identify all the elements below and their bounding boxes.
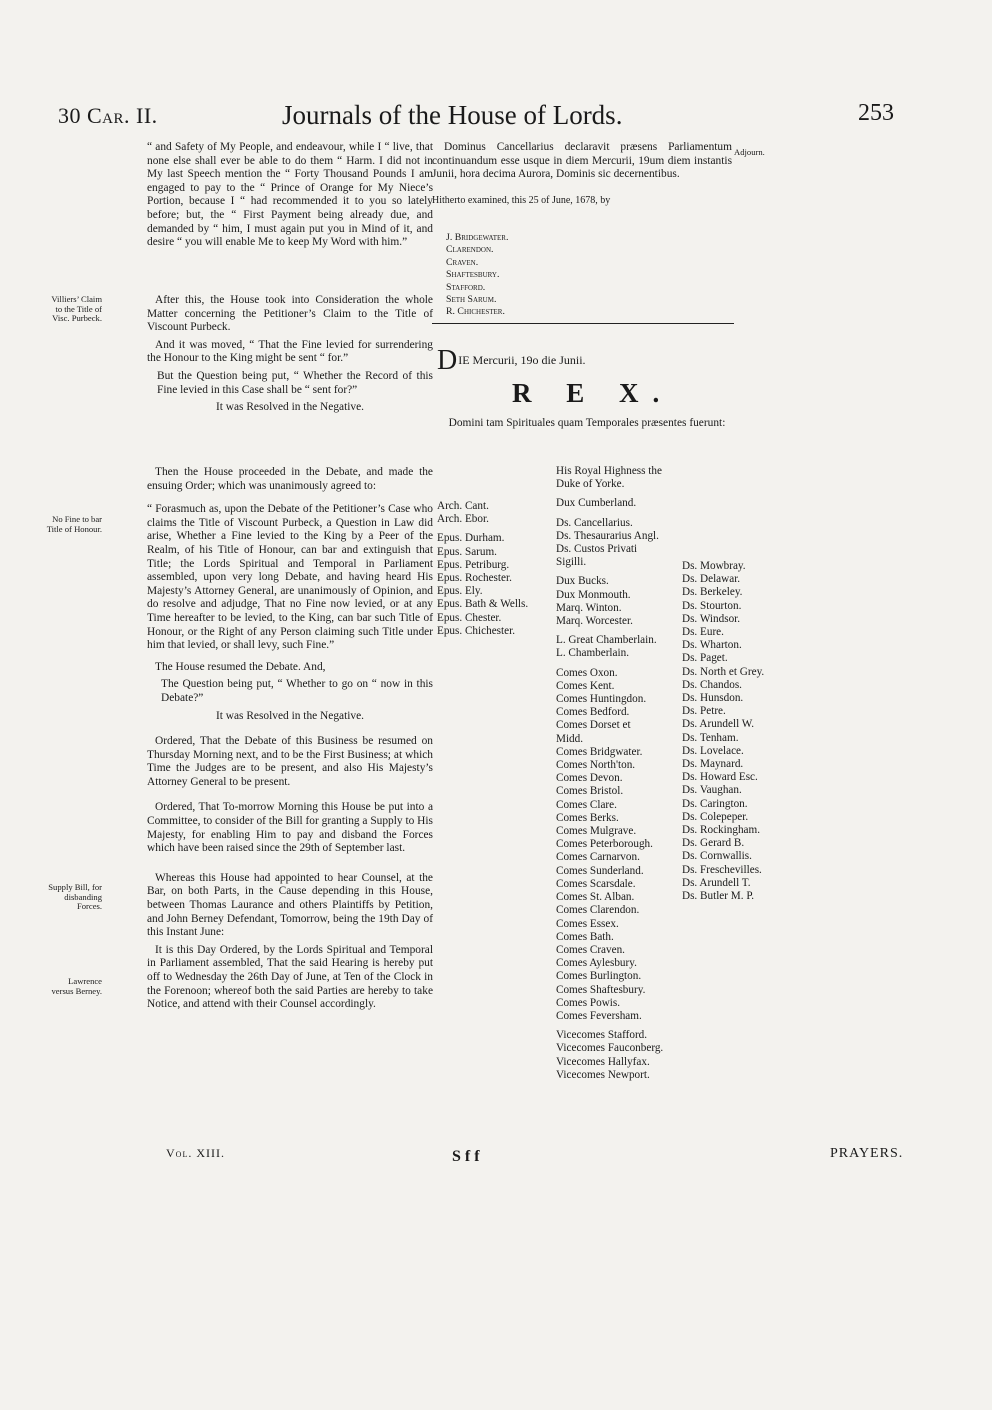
list-item: Vicecomes Hallyfax. xyxy=(556,1055,650,1068)
list-item: Epus. Chichester. xyxy=(437,624,515,637)
list-item: Marq. Winton. xyxy=(556,601,622,614)
left-column-block xyxy=(147,466,433,1012)
consideration-paragraph: After this, the House took into Consideration the whole Matter concerning the Petitioner’s Claim to the Title of Viscount Purbeck. xyxy=(147,294,433,334)
list-item: Epus. Ely. xyxy=(437,585,483,598)
speech-paragraph: “ and Safety of My People, and endeavour, while I “ live, that none else shall ever be able to do them “ Harm. I did not in My last Speech mention the “ Forty Thousand Pounds I am engaged to pay to the “ Prince of Orange for My Niece’s Portion, because I “ had recommended it to you so lately before; but, the “ First Payment being already due, and demanded by “ him, I must again put you in Mind of it, and desire “ you will enable Me to keep My Word with him.” xyxy=(147,141,433,249)
list-item: Ds. Arundell W. xyxy=(682,718,755,731)
margin-note-supply-bill: Supply Bill, for disbanding Forces. xyxy=(48,882,102,911)
list-item: Ds. Chandos. xyxy=(682,678,742,691)
list-item: Comes Kent. xyxy=(556,679,615,692)
list-item: Vicecomes Stafford. xyxy=(556,1029,648,1042)
signatory: Craven. xyxy=(446,256,479,268)
list-item: Comes Devon. xyxy=(556,772,623,785)
margin-note-villiers: Villiers’ Claim to the Title of Visc. Purbeck. xyxy=(51,294,102,323)
list-item: Ds. Butler M. P. xyxy=(682,890,755,903)
rex-heading: R E X. xyxy=(512,378,674,408)
list-item: Ds. Delawar. xyxy=(682,573,741,586)
list-item: Epus. Bath & Wells. xyxy=(437,598,529,611)
list-item: Dux Monmouth. xyxy=(556,588,631,601)
day-heading xyxy=(437,345,586,377)
list-item: Ds. Stourton. xyxy=(682,599,742,612)
resumed-paragraph: The House resumed the Debate. And, xyxy=(155,660,326,673)
signatory: Seth Sarum. xyxy=(446,294,497,306)
list-item: Comes Powis. xyxy=(556,996,621,1009)
right-column-block xyxy=(432,141,732,207)
list-item: Comes Huntingdon. xyxy=(556,693,647,706)
signature-mark: S f f xyxy=(452,1148,480,1165)
list-item: Comes Berks. xyxy=(556,811,619,824)
list-item: Vicecomes Fauconberg. xyxy=(556,1042,664,1055)
resolution-text: It was Resolved in the Negative. xyxy=(215,709,365,722)
list-item: Epus. Chester. xyxy=(437,611,502,624)
supply-paragraph: Ordered, That To-morrow Morning this House be put into a Committee, to consider of the Bill for granting a Supply to His Majesty, for enabling Him to pay and disband the Forces which have been raised since the 29th of September last. xyxy=(147,801,433,855)
list-item: Comes Bristol. xyxy=(556,785,624,798)
list-item: Ds. Hunsdon. xyxy=(682,692,744,705)
list-item: Comes Sunderland. xyxy=(556,864,644,877)
list-item: Comes Carnarvon. xyxy=(556,851,640,864)
list-item: His Royal Highness the Duke of Yorke. xyxy=(556,465,662,491)
list-item: Comes Feversham. xyxy=(556,1009,642,1022)
list-item: Ds. Tenham. xyxy=(682,731,739,744)
day-heading-text: IE Mercurii, 19o die Junii. xyxy=(458,353,586,367)
list-item: Ds. Freschevilles. xyxy=(682,863,762,876)
counsel-paragraph: Whereas this House had appointed to hear Counsel, at the Bar, on both Parts, in the Cause depending in this House, between Thomas Laurance and others Plaintiffs by Petition, and John Berney Defendant, Tomorrow, being the 19th Day of this Instant June: xyxy=(147,871,433,939)
list-item: Epus. Sarum. xyxy=(437,545,497,558)
list-item: Comes Mulgrave. xyxy=(556,825,637,838)
list-item: Ds. Cornwallis. xyxy=(682,850,752,863)
list-item: Comes Dorset et Midd. xyxy=(556,719,631,745)
adjournment-paragraph: Dominus Cancellarius declaravit præsens Parliamentum continuandum esse usque in diem Mercurii, 19um diem instantis Junii, hora decima Aurora, Dominis sic decernentibus. xyxy=(432,141,732,181)
list-item: Ds. Maynard. xyxy=(682,758,744,771)
list-item: Comes Oxon. xyxy=(556,666,618,679)
list-item: Epus. Durham. xyxy=(437,532,505,545)
signatories xyxy=(446,232,508,319)
list-item: Comes Bedford. xyxy=(556,706,630,719)
page-number: 253 xyxy=(858,100,894,126)
list-item: Ds. Berkeley. xyxy=(682,586,743,599)
list-item: Ds. Paget. xyxy=(682,652,728,665)
list-item: Ds. Arundell T. xyxy=(682,876,751,889)
list-item: Comes Craven. xyxy=(556,943,625,956)
left-column xyxy=(147,141,433,250)
list-item: Comes Essex. xyxy=(556,917,619,930)
list-item: Ds. Wharton. xyxy=(682,639,742,652)
list-item: Epus. Petriburg. xyxy=(437,558,510,571)
margin-note-adjourn: Adjourn. xyxy=(734,147,765,157)
spiritual-lords-list xyxy=(437,500,528,638)
list-item: Arch. Cant. xyxy=(437,500,489,512)
list-item: Ds. Lovelace. xyxy=(682,744,744,757)
section-divider xyxy=(432,323,734,324)
list-item: Comes St. Alban. xyxy=(556,891,635,904)
list-item: Comes Peterborough. xyxy=(556,838,653,851)
list-item: Ds. Rockingham. xyxy=(682,824,760,837)
page-title: Journals of the House of Lords. xyxy=(282,100,623,130)
catchword: PRAYERS. xyxy=(830,1146,904,1161)
list-item: Comes Clarendon. xyxy=(556,904,640,917)
attendance-heading: Domini tam Spirituales quam Temporales præsentes fuerunt: xyxy=(448,417,726,429)
hearing-paragraph: It is this Day Ordered, by the Lords Spiritual and Temporal in Parliament assembled, That the said Hearing is hereby put off to Wednesday the 26th Day of June, at Ten of the Clock in the Forenoon; whereof both the said Parties are hereby to take Notice, and attend with their Counsel accordingly. xyxy=(147,943,433,1011)
list-item: Comes Burlington. xyxy=(556,970,642,983)
resolution-text: It was Resolved in the Negative. xyxy=(215,401,365,414)
signatory: R. Chichester. xyxy=(446,306,505,318)
debate-paragraph: Then the House proceeded in the Debate, and made the ensuing Order; which was unanimously agreed to: xyxy=(147,466,433,492)
signatory: Stafford. xyxy=(446,281,486,293)
barons-list xyxy=(682,560,764,903)
signatory: J. Bridgewater. xyxy=(446,232,509,243)
list-item: Ds. Vaughan. xyxy=(682,784,742,797)
list-item: Ds. Thesaurarius Angl. xyxy=(556,529,659,542)
list-item: Arch. Ebor. xyxy=(437,513,489,526)
order-paragraph: “ Forasmuch as, upon the Debate of the Petitioner’s Case who claims the Title of Viscount Purbeck, a Question in Law did arise, Whether a Fine levied to the King by a Peer of the Realm, of his Title of Honour, can bar and extinguish that Title; the Lords Spiritual and Temporal in Parliament assembled, upon very long Debate, and having heard His Majesty’s Attorney General, are unanimously of Opinion, and do resolve and adjudge, That no Fine now levied, or at any Time hereafter to be levied, to the King, can bar such Title of Honour, or the Right of any Person claiming such Title under him that levied, or shall levy, such Fine.” xyxy=(147,503,433,652)
list-item: Ds. Custos Privati Sigilli. xyxy=(556,543,638,569)
margin-note-no-fine: No Fine to bar Title of Honour. xyxy=(46,514,102,534)
list-item: Comes North'ton. xyxy=(556,759,636,772)
list-item: Comes Bridgwater. xyxy=(556,745,643,758)
list-item: Comes Bath. xyxy=(556,930,614,943)
list-item: Epus. Rochester. xyxy=(437,572,512,585)
list-item: Comes Scarsdale. xyxy=(556,877,636,890)
list-item: Ds. Eure. xyxy=(682,626,724,639)
list-item: Ds. Carington. xyxy=(682,797,748,810)
list-item: Ds. Mowbray. xyxy=(682,560,746,572)
list-item: Dux Cumberland. xyxy=(556,497,637,510)
question-paragraph: The Question being put, “ Whether to go on “ now in this Debate?” xyxy=(161,678,433,704)
list-item: Ds. Gerard B. xyxy=(682,837,745,850)
ordered-paragraph: Ordered, That the Debate of this Business be resumed on Thursday Morning next, and to be the First Business; at which Time the Judges are to be present, and also His Majesty’s Attorney General to be present. xyxy=(147,735,433,788)
list-item: L. Chamberlain. xyxy=(556,647,630,660)
list-item: Comes Shaftesbury. xyxy=(556,983,646,996)
list-item: Ds. Petre. xyxy=(682,705,726,718)
list-item: Marq. Worcester. xyxy=(556,615,633,628)
signatory: Clarendon. xyxy=(446,244,494,256)
list-item: Ds. North et Grey. xyxy=(682,665,765,678)
list-item: Ds. Colepeper. xyxy=(682,810,749,823)
list-item: Dux Bucks. xyxy=(556,575,609,588)
list-item: Ds. Cancellarius. xyxy=(556,516,633,529)
drop-initial: D xyxy=(437,345,458,376)
officers-list xyxy=(556,465,686,1082)
list-item: Vicecomes Newport. xyxy=(556,1068,650,1081)
list-item: L. Great Chamberlain. xyxy=(556,634,657,647)
examined-line: Hitherto examined, this 25 of June, 1678, by xyxy=(432,194,611,206)
motion-paragraph: And it was moved, “ That the Fine levied for surrendering the Honour to the King might be sent “ for.” xyxy=(147,338,433,365)
list-item: Ds. Windsor. xyxy=(682,612,741,625)
margin-note-lawrence: Lawrence versus Berney. xyxy=(51,976,102,996)
question-paragraph: But the Question being put, “ Whether the Record of this Fine levied in this Case shall be “ sent for?” xyxy=(157,369,433,396)
list-item: Comes Aylesbury. xyxy=(556,957,637,970)
list-item: Ds. Howard Esc. xyxy=(682,771,758,784)
left-column-block xyxy=(147,294,433,415)
volume-label: Vol. XIII. xyxy=(166,1146,225,1160)
signatory: Shaftesbury. xyxy=(446,269,500,281)
header-regnal-year: 30 Car. II. xyxy=(58,103,158,128)
list-item: Comes Clare. xyxy=(556,798,617,811)
